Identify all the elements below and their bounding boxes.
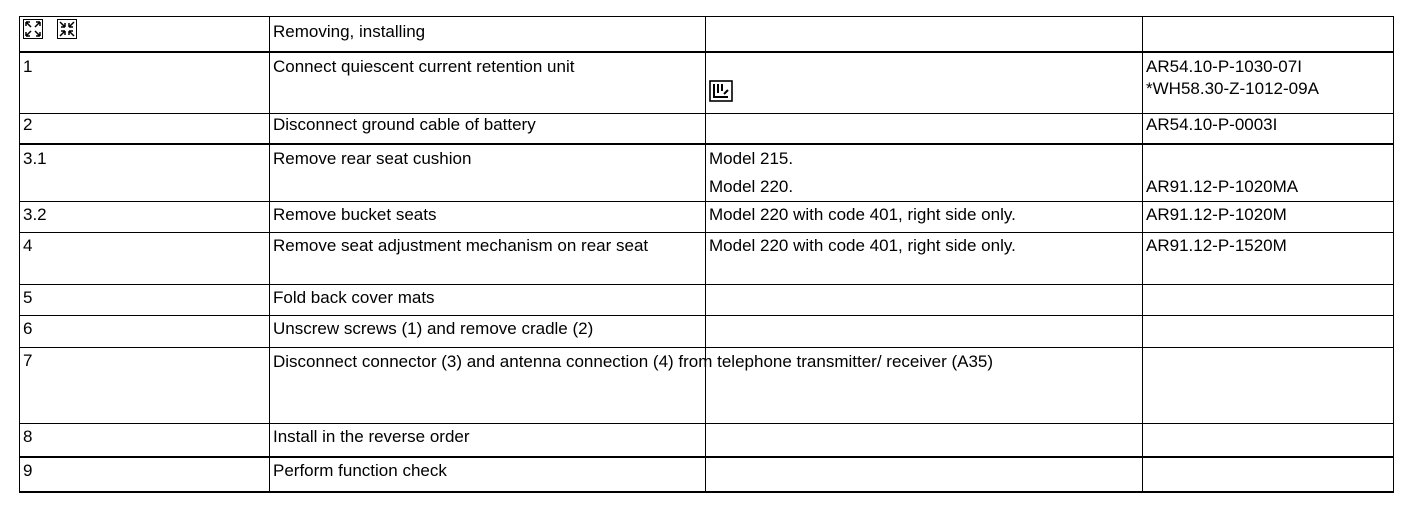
reference-link[interactable]: AR91.12-P-1020M (1143, 202, 1394, 233)
table-row (20, 202, 1394, 233)
step-action: Connect quiescent current retention unit (270, 52, 706, 114)
table-row (20, 52, 1394, 114)
step-action: Unscrew screws (1) and remove cradle (2) (270, 316, 706, 348)
table-row (20, 457, 1394, 492)
step-action: Disconnect connector (3) and antenna connection (4) from telephone transmitter/ receiver (A35) (270, 348, 706, 424)
step-number: 8 (20, 424, 270, 457)
condition-cell (706, 457, 1143, 492)
table-row (20, 233, 1394, 285)
step-number: 2 (20, 114, 270, 144)
table-row (20, 114, 1394, 144)
header-icons-cell (20, 17, 270, 52)
step-action: Install in the reverse order (270, 424, 706, 457)
step-action: Remove bucket seats (270, 202, 706, 233)
step-number: 3.2 (20, 202, 270, 233)
step-number: 6 (20, 316, 270, 348)
special-tool-icon[interactable] (709, 80, 733, 102)
table-row (20, 285, 1394, 316)
step-number: 5 (20, 285, 270, 316)
reference-link[interactable]: *WH58.30-Z-1012-09A (1146, 78, 1319, 98)
reference-cell (1143, 424, 1394, 457)
condition-cell (706, 424, 1143, 457)
reference-link[interactable]: AR54.10-P-1030-07I (1146, 56, 1302, 76)
reference-cell (1143, 144, 1394, 202)
condition-cell (706, 114, 1143, 144)
reference-cell (1143, 52, 1394, 114)
step-number: 3.1 (20, 144, 270, 202)
reference-link[interactable]: AR54.10-P-0003I (1143, 114, 1394, 144)
condition-text: Model 220 with code 401, right side only. (706, 233, 1143, 285)
table-row (20, 144, 1394, 202)
expand-all-icon[interactable] (23, 19, 43, 45)
step-action: Fold back cover mats (270, 285, 706, 316)
step-number: 7 (20, 348, 270, 424)
step-action: Disconnect ground cable of battery (270, 114, 706, 144)
table-row (20, 424, 1394, 457)
header-title: Removing, installing (270, 17, 706, 52)
procedure-table (19, 16, 1394, 493)
reference-cell (1143, 316, 1394, 348)
step-action: Remove rear seat cushion (270, 144, 706, 202)
condition-cell (706, 316, 1143, 348)
condition-cell (706, 285, 1143, 316)
reference-link[interactable] (1146, 148, 1390, 170)
step-action: Perform function check (270, 457, 706, 492)
reference-cell (1143, 348, 1394, 424)
reference-link[interactable]: AR91.12-P-1520M (1143, 233, 1394, 285)
collapse-all-icon[interactable] (57, 19, 77, 45)
header-empty-cell (1143, 17, 1394, 52)
condition-text: Model 220 with code 401, right side only. (706, 202, 1143, 233)
reference-cell (1143, 457, 1394, 492)
header-empty-cell (706, 17, 1143, 52)
step-number: 9 (20, 457, 270, 492)
condition-text: Model 215. (709, 148, 794, 168)
step-number: 4 (20, 233, 270, 285)
reference-link[interactable]: AR91.12-P-1020MA (1146, 176, 1299, 196)
condition-cell (706, 52, 1143, 114)
condition-cell (706, 144, 1143, 202)
condition-text: Model 220. (709, 176, 794, 196)
reference-cell (1143, 285, 1394, 316)
step-action: Remove seat adjustment mechanism on rear seat (270, 233, 706, 285)
table-row (20, 348, 1394, 424)
table-row (20, 316, 1394, 348)
table-header-row (20, 17, 1394, 52)
step-number: 1 (20, 52, 270, 114)
